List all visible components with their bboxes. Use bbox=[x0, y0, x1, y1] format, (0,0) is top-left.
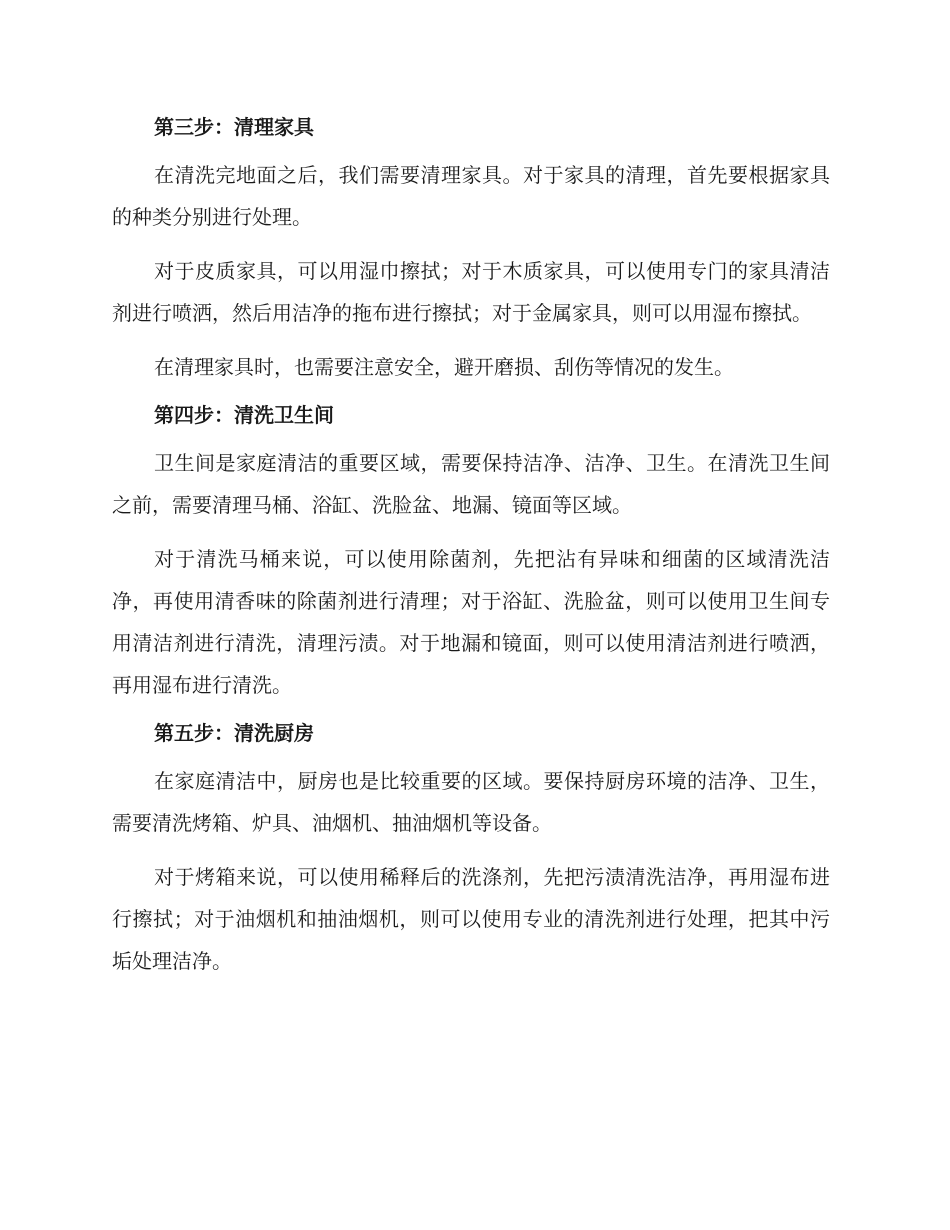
paragraph: 在清洗完地面之后，我们需要清理家具。对于家具的清理，首先要根据家具的种类分别进行处理。 bbox=[112, 163, 830, 229]
section-heading-step-5: 第五步：清洗厨房 bbox=[154, 721, 314, 745]
paragraph: 对于皮质家具，可以用湿巾擦拭；对于木质家具，可以使用专门的家具清洁剂进行喷洒，然后用洁净的拖布进行擦拭；对于金属家具，则可以用湿布擦拭。 bbox=[112, 259, 830, 325]
section-heading-step-3: 第三步：清理家具 bbox=[154, 115, 314, 139]
paragraph: 对于清洗马桶来说，可以使用除菌剂，先把沾有异味和细菌的区域清洗洁净，再使用清香味的除菌剂进行清理；对于浴缸、洗脸盆，则可以使用卫生间专用清洁剂进行清洗，清理污渍。对于地漏和镜面，则可以使用清洁剂进行喷洒，再用湿布进行清洗。 bbox=[112, 547, 830, 697]
paragraph: 对于烤箱来说，可以使用稀释后的洗涤剂，先把污渍清洗洁净，再用湿布进行擦拭；对于油烟机和抽油烟机，则可以使用专业的清洗剂进行处理，把其中污垢处理洁净。 bbox=[112, 865, 830, 973]
paragraph: 卫生间是家庭清洁的重要区域，需要保持洁净、洁净、卫生。在清洗卫生间之前，需要清理马桶、浴缸、洗脸盆、地漏、镜面等区域。 bbox=[112, 451, 830, 517]
paragraph: 在家庭清洁中，厨房也是比较重要的区域。要保持厨房环境的洁净、卫生，需要清洗烤箱、炉具、油烟机、抽油烟机等设备。 bbox=[112, 769, 830, 835]
document-page bbox=[112, 112, 830, 994]
section-heading-step-4: 第四步：清洗卫生间 bbox=[154, 403, 334, 427]
paragraph: 在清理家具时，也需要注意安全，避开磨损、刮伤等情况的发生。 bbox=[154, 355, 734, 379]
